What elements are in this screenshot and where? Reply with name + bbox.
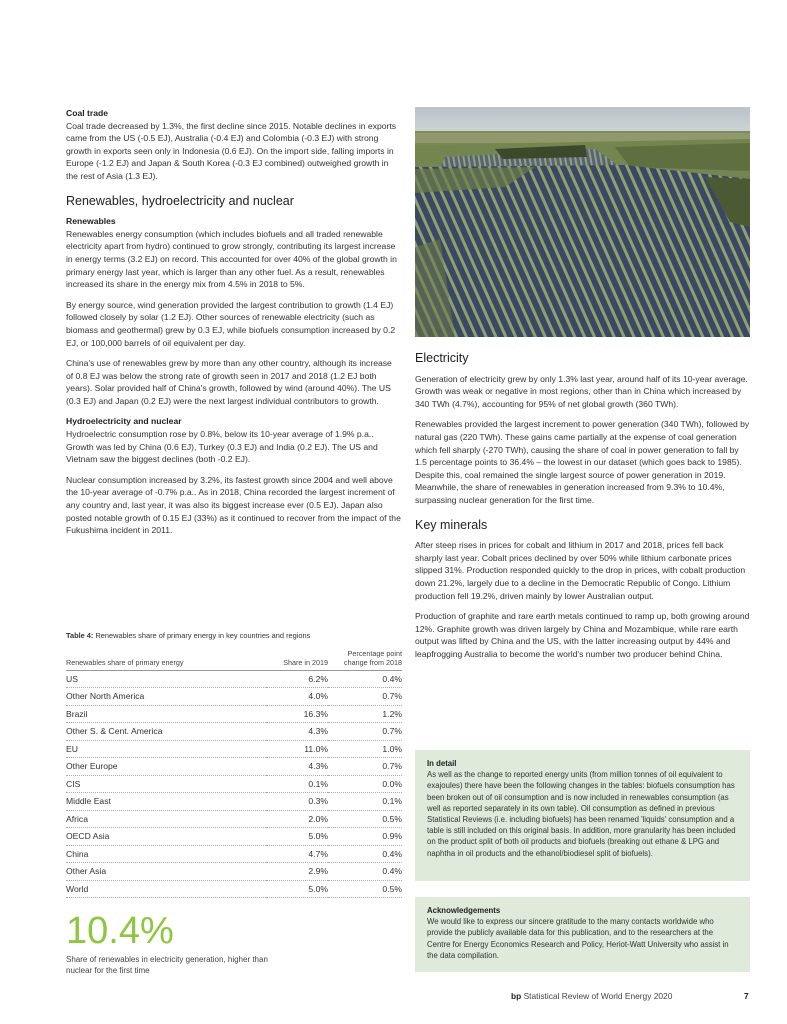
electricity-paragraph-2: Renewables provided the largest increment to power generation (340 TWh), followed by natural gas (220 TWh). These gains came partially at the expense of coal generation which fell sharply (-270 TWh), causing the share of coal in power generation to fall by 1.5 percentage points to 36.4% – the lowest in our dataset (which goes back to 1985). Despite this, coal remained the single largest source of power generation in 2019. Meanwhile, the share of renewables in generation increased from 9.3% to 10.4%, surpassing nuclear generation for the first time. xyxy=(415,419,750,505)
renewables-share-table xyxy=(66,649,402,899)
table-cell-change: 0.4% xyxy=(328,670,402,688)
footer-brand: bp xyxy=(511,991,522,1001)
table-cell-share: 2.0% xyxy=(266,810,328,828)
table-row xyxy=(66,810,402,828)
callout-value: 10.4% xyxy=(66,910,174,952)
key-minerals-heading: Key minerals xyxy=(415,517,488,532)
table-cell-change: 0.1% xyxy=(328,793,402,811)
table-cell-change: 0.5% xyxy=(328,880,402,898)
table-cell-region: Middle East xyxy=(66,793,266,811)
renewables-table-block xyxy=(66,630,402,898)
table-cell-share: 5.0% xyxy=(266,880,328,898)
table-cell-region: Africa xyxy=(66,810,266,828)
table-row xyxy=(66,775,402,793)
table-header-change: Percentage point change from 2018 xyxy=(328,649,402,671)
table-cell-change: 0.7% xyxy=(328,758,402,776)
table-row xyxy=(66,863,402,881)
coal-trade-paragraph: Coal trade decreased by 1.3%, the first decline since 2015. Notable declines in exports came from the US (-0.5 EJ), Australia (-0.4 EJ) and Colombia (-0.3 EJ) with strong growth in exports seen only in Indonesia (0.6 EJ). On the import side, falling imports in Europe (-1.2 EJ) and Japan & South Korea (-0.3 EJ combined) outweighed growth in the rest of Asia (1.3 EJ). xyxy=(66,120,397,181)
table-cell-region: CIS xyxy=(66,775,266,793)
table-cell-region: OECD Asia xyxy=(66,828,266,846)
footer-title: Statistical Review of World Energy 2020 xyxy=(523,991,673,1001)
hydro-paragraph: Hydroelectric consumption rose by 0.8%, below its 10-year average of 1.9% p.a.. Growth was led by China (0.6 EJ), Turkey (0.3 EJ) and India (0.2 EJ). The US and Vietnam saw the biggest declines (both -0.2 EJ). xyxy=(66,429,378,465)
table-cell-change: 0.0% xyxy=(328,775,402,793)
page-number: 7 xyxy=(744,991,749,1001)
in-detail-heading: In detail xyxy=(427,759,457,768)
left-column xyxy=(66,107,401,545)
in-detail-text: As well as the change to reported energy units (from million tonnes of oil equivalent to exajoules) there have been the following changes in the tables: biofuels consumption has been broken out of oil consumption and is now included in renewables consumption (as well as reported separately in its own table). Oil consumption as defined in previous Statistical Reviews (i.e. including biofuels) has been renamed 'liquids' consumption and a table is still included on this original basis. In addition, more granularity has been included on the product split of both oil products and biofuels (breaking out ethane & LPG and naphtha in oil products and the ethanol/biodiesel split of biofuels). xyxy=(427,770,736,858)
solar-farm-photo xyxy=(415,107,750,337)
table-cell-share: 0.3% xyxy=(266,793,328,811)
table-cell-change: 0.4% xyxy=(328,845,402,863)
electricity-paragraph-1: Generation of electricity grew by only 1.3% last year, around half of its 10-year average. Growth was weak or negative in most regions, other than in China which increased by 340 TWh (4.7%), accounting for 95% of net global growth (360 TWh). xyxy=(415,373,748,409)
table-cell-region: Other North America xyxy=(66,688,266,706)
table-cell-share: 11.0% xyxy=(266,740,328,758)
table-row xyxy=(66,793,402,811)
callout-caption: Share of renewables in electricity generation, higher than nuclear for the first time xyxy=(66,955,268,975)
table-cell-region: Other S. & Cent. America xyxy=(66,723,266,741)
table-cell-share: 2.9% xyxy=(266,863,328,881)
table-cell-change: 0.5% xyxy=(328,810,402,828)
renewables-paragraph-2: By energy source, wind generation provided the largest contribution to growth (1.4 EJ) followed closely by solar (1.2 EJ). Other sources of renewable electricity (such as biomass and geothermal) grew by 0.3 EJ, while biofuels consumption increased by 0.2 EJ, or 100,000 barrels of oil equivalent per day. xyxy=(66,299,396,348)
table-cell-change: 1.2% xyxy=(328,705,402,723)
table-cell-share: 0.1% xyxy=(266,775,328,793)
table-row xyxy=(66,705,402,723)
nuclear-paragraph: Nuclear consumption increased by 3.2%, its fastest growth since 2004 and well above the 10-year average of -0.7% p.a.. As in 2018, China recorded the largest increment of any country and, last year, it was also its biggest increase ever (0.5 EJ). Japan also posted notable growth of 0.15 EJ (33%) as it continued to recover from the impact of the Fukushima incident in 2011. xyxy=(66,474,401,536)
table-cell-change: 0.7% xyxy=(328,688,402,706)
table-cell-region: World xyxy=(66,880,266,898)
renewables-paragraph-1: Renewables energy consumption (which includes biofuels and all traded renewable electricity apart from hydro) continued to grow strongly, contributing its largest increase in energy terms (3.2 EJ) on record. This accounted for over 40% of the global growth in primary energy last year, which is larger than any other fuel. As a result, renewables increased its share in the energy mix from 4.5% in 2018 to 5%. xyxy=(66,228,397,290)
table-caption xyxy=(66,630,402,643)
table-cell-change: 0.4% xyxy=(328,863,402,881)
table-cell-share: 4.3% xyxy=(266,723,328,741)
table-caption-text: Renewables share of primary energy in key countries and regions xyxy=(95,631,311,640)
section-heading-renewables: Renewables, hydroelectricity and nuclear xyxy=(66,193,294,208)
table-row xyxy=(66,740,402,758)
table-cell-share: 6.2% xyxy=(266,670,328,688)
table-caption-label: Table 4: xyxy=(66,631,94,640)
table-cell-change: 0.7% xyxy=(328,723,402,741)
hydro-nuclear-heading: Hydroelectricity and nuclear xyxy=(66,416,182,427)
table-row xyxy=(66,828,402,846)
table-cell-change: 1.0% xyxy=(328,740,402,758)
acknowledgements-text: We would like to express our sincere gratitude to the many contacts worldwide who provide the publicly available data for this publication, and to the researchers at the Centre for Energy Economics Research and Policy, Heriot-Watt University who assist in the data compilation. xyxy=(427,917,729,960)
minerals-paragraph-1: After steep rises in prices for cobalt and lithium in 2017 and 2018, prices fell back sharply last year. Cobalt prices declined by over 50% while lithium carbonate prices slipped 31%. Production responded quickly to the drop in prices, with cobalt production down 21.2%, largely due to a decline in the Democratic Republic of Congo. Lithium production fell 19.2%, driven mainly by lower Australian output. xyxy=(415,540,746,601)
table-header-region: Renewables share of primary energy xyxy=(66,649,266,671)
table-cell-share: 5.0% xyxy=(266,828,328,846)
table-row xyxy=(66,845,402,863)
table-header-share: Share in 2019 xyxy=(266,649,328,671)
table-cell-region: US xyxy=(66,670,266,688)
electricity-heading: Electricity xyxy=(415,351,469,365)
table-row xyxy=(66,880,402,898)
table-row xyxy=(66,670,402,688)
table-cell-region: China xyxy=(66,845,266,863)
table-row xyxy=(66,758,402,776)
table-cell-share: 4.3% xyxy=(266,758,328,776)
table-cell-change: 0.9% xyxy=(328,828,402,846)
renewables-heading: Renewables xyxy=(66,216,116,227)
table-cell-region: Other Asia xyxy=(66,863,266,881)
table-cell-share: 16.3% xyxy=(266,705,328,723)
table-header-row xyxy=(66,649,402,671)
table-cell-region: Other Europe xyxy=(66,758,266,776)
page-footer xyxy=(511,991,672,1001)
table-row xyxy=(66,688,402,706)
table-cell-share: 4.0% xyxy=(266,688,328,706)
acknowledgements-box xyxy=(415,897,750,972)
minerals-paragraph-2: Production of graphite and rare earth metals continued to ramp up, both growing around 12%. Graphite growth was driven largely by China and Mozambique, while rare earth output was lifted by China and the US, with the latter increasing output by 44% and leapfrogging Australia to become the world's number two producer behind China. xyxy=(415,611,750,659)
right-column xyxy=(415,340,750,668)
table-cell-share: 4.7% xyxy=(266,845,328,863)
coal-trade-heading: Coal trade xyxy=(66,108,109,118)
in-detail-box xyxy=(415,750,750,881)
table-cell-region: Brazil xyxy=(66,705,266,723)
table-row xyxy=(66,723,402,741)
acknowledgements-heading: Acknowledgements xyxy=(427,906,501,915)
table-cell-region: EU xyxy=(66,740,266,758)
renewables-paragraph-3: China's use of renewables grew by more than any other country, although its increase of 0.8 EJ was below the strong rate of growth seen in 2017 and 2018 (1.2 EJ both years). Solar provided half of China's growth, followed by wind (around 40%). The US (0.3 EJ) and Japan (0.2 EJ) were the next largest individual contributors to growth. xyxy=(66,358,392,406)
